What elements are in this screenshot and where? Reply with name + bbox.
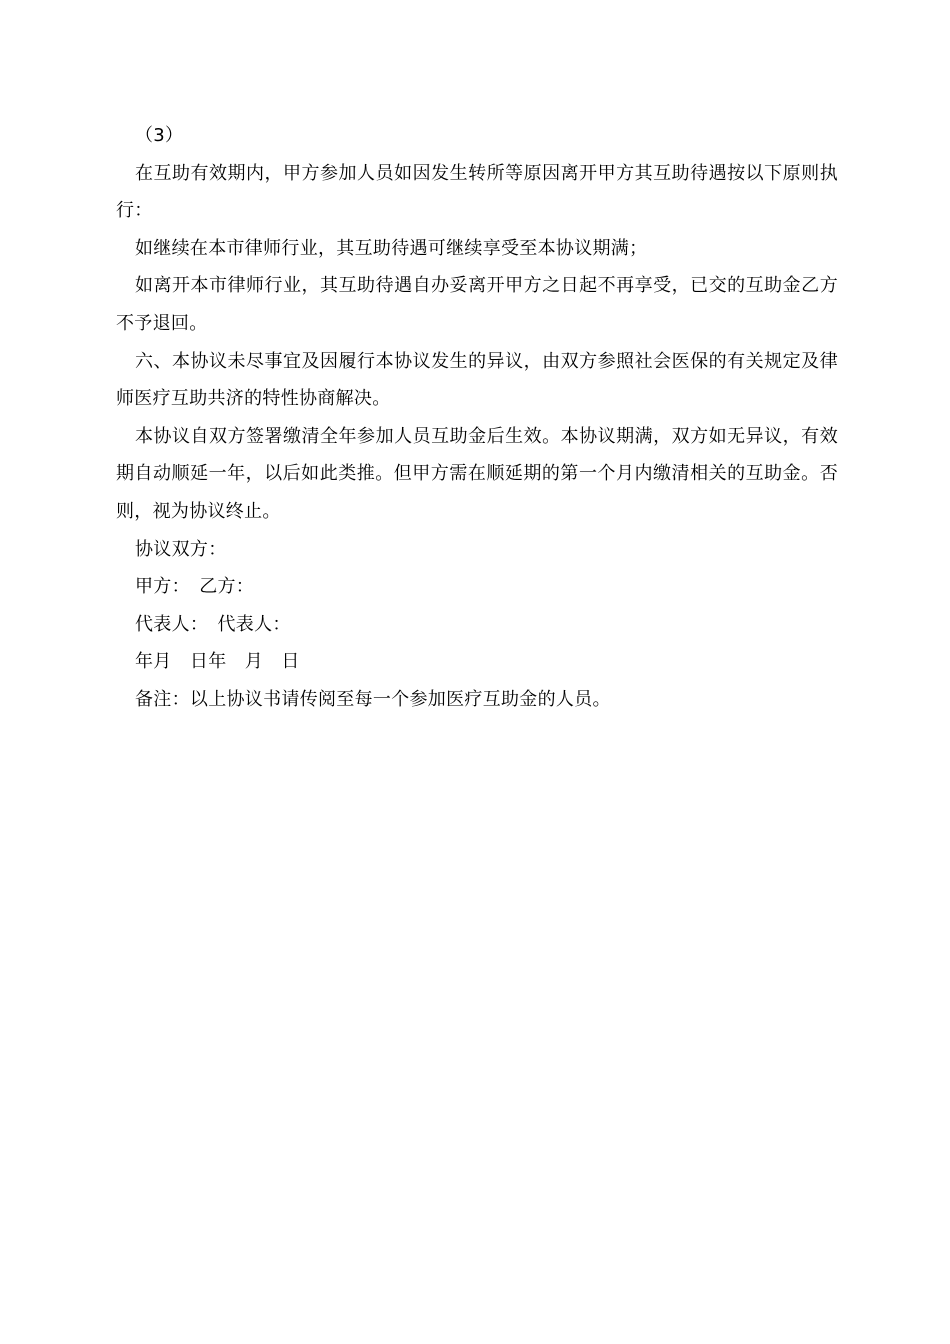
date-line: 年月 日年 月 日 bbox=[135, 651, 300, 673]
item-number: （3） bbox=[135, 125, 184, 146]
paragraph-effective-term: 本协议自双方签署缴清全年参加人员互助金后生效。本协议期满，双方如无异议，有效期自动顺延一年，以后如此类推。但甲方需在顺延期的第一个月内缴清相关的互助金。否则，视为协议终止。 bbox=[116, 425, 838, 522]
paragraph-clause-six: 六、本协议未尽事宜及因履行本协议发生的异议，由双方参照社会医保的有关规定及律师医疗互助共济的特性协商解决。 bbox=[116, 350, 838, 410]
parties-heading: 协议双方： bbox=[135, 538, 227, 560]
remark-line: 备注：以上协议书请传阅至每一个参加医疗互助金的人员。 bbox=[135, 688, 611, 710]
paragraph-continue-practice: 如继续在本市律师行业，其互助待遇可继续享受至本协议期满； bbox=[135, 237, 648, 259]
representatives-line: 代表人： 代表人： bbox=[135, 613, 291, 635]
parties-line: 甲方： 乙方： bbox=[135, 576, 255, 598]
document-body bbox=[116, 117, 838, 719]
paragraph-leave-practice: 如离开本市律师行业，其互助待遇自办妥离开甲方之日起不再享受，已交的互助金乙方不予退回。 bbox=[116, 275, 838, 334]
paragraph-transfer-rule: 在互助有效期内，甲方参加人员如因发生转所等原因离开甲方其互助待遇按以下原则执行： bbox=[116, 162, 838, 222]
